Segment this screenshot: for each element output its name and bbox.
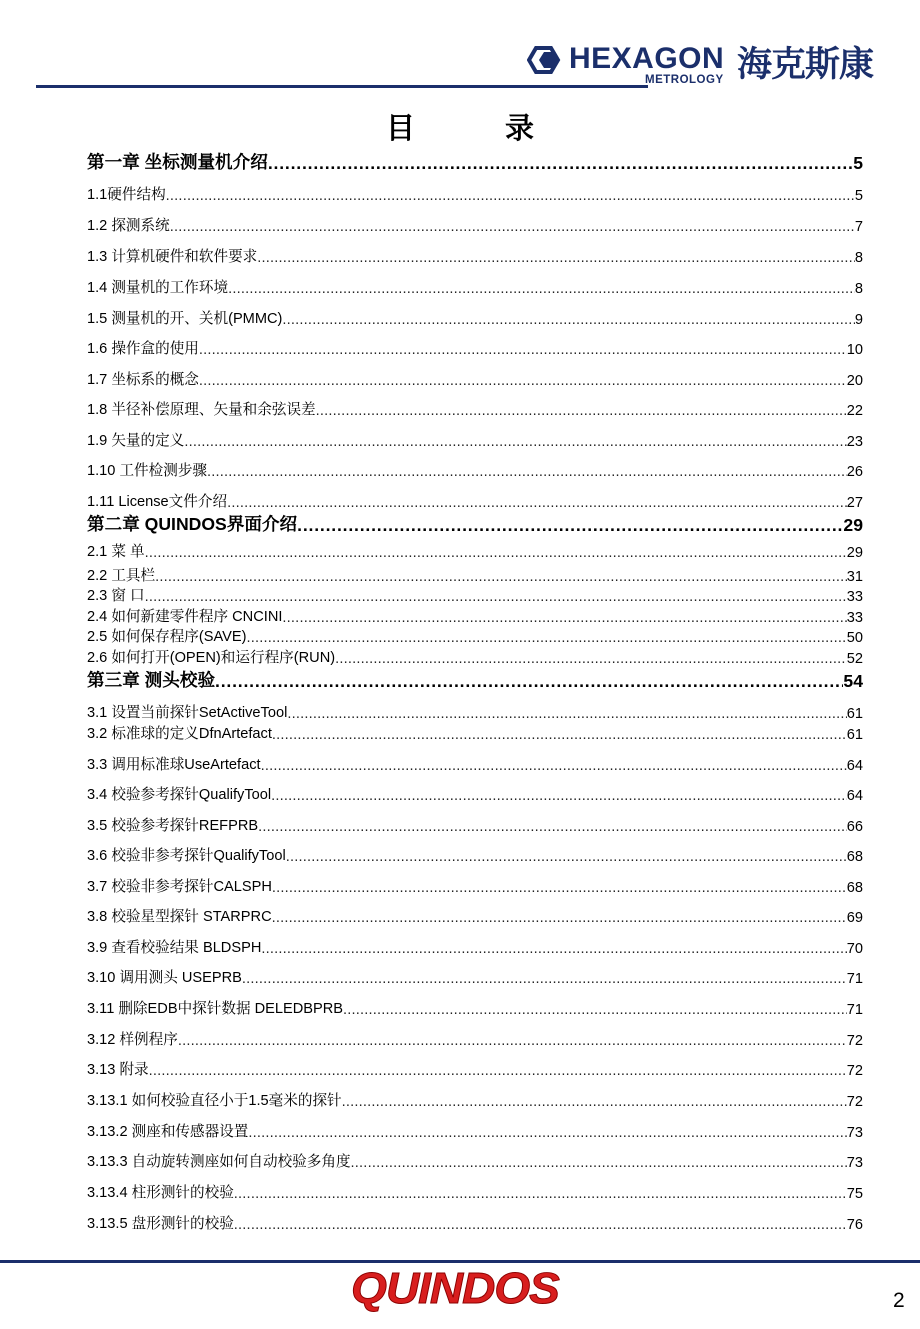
toc-entry-label: 第一章 坐标测量机介绍 [87,152,268,172]
toc-entry-label: 1.4 测量机的工作环境 [87,280,229,296]
toc-entry-label: 1.5 测量机的开、关机(PMMC) [87,311,283,327]
toc-entry[interactable] [87,539,863,561]
toc-entry-page: 73 [846,1125,863,1141]
toc-entry-label: 1.9 矢量的定义 [87,433,185,449]
toc-entry[interactable] [87,213,863,235]
toc-entry[interactable] [87,996,863,1018]
toc-leader-dots [170,219,855,235]
toc-leader-dots [234,1217,847,1233]
toc-leader-dots [242,971,847,987]
toc-entry-page: 20 [846,373,863,389]
toc-leader-dots [268,153,853,174]
toc-entry-label: 1.11 License文件介绍 [87,494,228,510]
toc-entry-page: 64 [846,788,863,804]
toc-entry-label: 2.3 窗 口 [87,588,145,604]
toc-leader-dots [234,1186,847,1202]
toc-entry-label: 2.6 如何打开(OPEN)和运行程序(RUN) [87,650,336,666]
toc-entry[interactable] [87,458,863,480]
toc-leader-dots [343,1002,847,1018]
toc-entry-page: 71 [846,971,863,987]
toc-leader-dots [207,464,847,480]
toc-entry[interactable] [87,583,863,605]
toc-entry[interactable] [87,1027,863,1049]
toc-leader-dots [287,706,846,722]
toc-entry-label: 1.8 半径补偿原理、矢量和余弦误差 [87,402,316,418]
toc-leader-dots [261,758,847,774]
brand-name: HEXAGON [569,42,725,75]
toc-entry[interactable] [87,645,863,667]
toc-entry[interactable] [87,336,863,358]
toc-entry[interactable] [87,813,863,835]
hexagon-logo [527,44,877,94]
toc-entry-page: 27 [846,495,863,511]
toc-leader-dots [248,1125,846,1141]
toc-leader-dots [272,880,847,896]
toc-entry[interactable] [87,874,863,896]
toc-chapter-entry[interactable] [87,150,863,174]
toc-entry[interactable] [87,965,863,987]
toc-entry-label: 2.1 菜 单 [87,544,145,560]
toc-entry-label: 1.1硬件结构 [87,187,166,203]
toc-entry[interactable] [87,489,863,511]
toc-leader-dots [272,727,847,743]
toc-entry[interactable] [87,306,863,328]
toc-entry-label: 3.13.4 柱形测针的校验 [87,1185,234,1201]
toc-entry[interactable] [87,935,863,957]
toc-entry[interactable] [87,563,863,585]
toc-entry-page: 9 [854,312,863,328]
toc-entry-label: 3.13.1 如何校验直径小于1.5毫米的探针 [87,1093,342,1109]
toc-entry-label: 2.5 如何保存程序(SAVE) [87,629,247,645]
toc-entry-label: 3.13.3 自动旋转测座如何自动校验多角度 [87,1154,351,1170]
toc-leader-dots [228,281,855,297]
toc-leader-dots [258,819,847,835]
toc-leader-dots [184,434,846,450]
toc-entry-page: 10 [846,342,863,358]
toc-entry-page: 8 [854,281,863,297]
toc-entry-page: 31 [846,569,863,585]
toc-entry-label: 3.4 校验参考探针QualifyTool [87,787,272,803]
toc-entry[interactable] [87,843,863,865]
toc-leader-dots [335,651,847,667]
toc-entry[interactable] [87,1149,863,1171]
toc-entry-label: 1.6 操作盒的使用 [87,341,199,357]
toc-entry-label: 3.2 标准球的定义DfnArtefact [87,726,272,742]
toc-entry-label: 3.8 校验星型探针 STARPRC [87,909,272,925]
title-right: 录 [505,111,535,145]
toc-leader-dots [145,545,847,561]
toc-entry-page: 68 [846,849,863,865]
toc-entry-label: 3.13.5 盘形测针的校验 [87,1216,234,1232]
toc-entry[interactable] [87,721,863,743]
toc-leader-dots [145,589,847,605]
toc-entry-label: 1.10 工件检测步骤 [87,463,208,479]
toc-entry-page: 61 [846,727,863,743]
toc-entry-page: 5 [853,153,863,173]
toc-entry-page: 8 [854,250,863,266]
toc-entry-label: 3.13 附录 [87,1062,149,1078]
toc-entry-label: 3.11 删除EDB中探针数据 DELEDBPRB [87,1001,343,1017]
toc-entry[interactable] [87,1119,863,1141]
toc-entry-page: 50 [846,630,863,646]
toc-entry-label: 1.3 计算机硬件和软件要求 [87,249,258,265]
toc-entry-label: 1.2 探测系统 [87,218,170,234]
toc-entry-page: 70 [846,941,863,957]
toc-entry[interactable] [87,1211,863,1233]
toc-entry-page: 22 [846,403,863,419]
toc-leader-dots [215,671,843,692]
toc-entry[interactable] [87,782,863,804]
toc-entry[interactable] [87,624,863,646]
toc-leader-dots [178,1033,847,1049]
toc-entry[interactable] [87,604,863,626]
toc-entry-page: 68 [846,880,863,896]
toc-entry[interactable] [87,428,863,450]
toc-leader-dots [316,403,847,419]
toc-entry-label: 3.13.2 测座和传感器设置 [87,1124,249,1140]
toc-leader-dots [199,373,847,389]
toc-entry-page: 29 [843,515,863,535]
footer-rule [0,1260,920,1263]
title-left: 目 [385,111,415,145]
toc-entry-label: 第二章 QUINDOS界面介绍 [87,514,298,534]
quindos-logo-text: QUINDOS [351,1264,559,1313]
toc-leader-dots [282,312,854,328]
toc-leader-dots [286,849,847,865]
toc-entry-page: 29 [846,545,863,561]
toc-entry-page: 73 [846,1155,863,1171]
brand-sub: METROLOGY [645,74,724,86]
toc-entry-label: 3.7 校验非参考探针CALSPH [87,879,272,895]
toc-entry-label: 1.7 坐标系的概念 [87,372,199,388]
toc-entry-label: 2.4 如何新建零件程序 CNCINI [87,609,283,625]
toc-entry[interactable] [87,904,863,926]
toc-entry-page: 72 [846,1094,863,1110]
toc-entry[interactable] [87,1057,863,1079]
toc-entry-label: 第三章 测头校验 [87,670,216,690]
toc-entry[interactable] [87,700,863,722]
toc-entry-label: 3.1 设置当前探针SetActiveTool [87,705,288,721]
toc-entry-page: 33 [846,610,863,626]
toc-entry-label: 3.5 校验参考探针REFPRB [87,818,259,834]
toc-entry-page: 7 [854,219,863,235]
toc-entry[interactable] [87,752,863,774]
toc-entry-label: 3.10 调用测头 USEPRB [87,970,242,986]
toc-entry[interactable] [87,182,863,204]
toc-leader-dots [271,788,847,804]
toc-leader-dots [246,630,846,646]
quindos-logo [316,1264,594,1316]
toc-entry[interactable] [87,397,863,419]
toc-leader-dots [149,1063,847,1079]
toc-entry-page: 75 [846,1186,863,1202]
toc-entry-page: 71 [846,1002,863,1018]
toc-entry-page: 33 [846,589,863,605]
toc-entry-label: 3.12 样例程序 [87,1032,178,1048]
toc-entry-page: 23 [846,434,863,450]
toc-chapter-entry[interactable] [87,668,863,692]
toc-entry-label: 2.2 工具栏 [87,568,156,584]
toc-leader-dots [261,941,846,957]
toc-chapter-entry[interactable] [87,512,863,536]
toc-leader-dots [297,515,843,536]
page-number: 2 [893,1289,905,1312]
hexagon-mark-icon [527,46,565,74]
toc-entry-page: 69 [846,910,863,926]
toc-leader-dots [199,342,847,358]
toc-entry-page: 76 [846,1217,863,1233]
toc-entry-page: 72 [846,1063,863,1079]
toc-entry[interactable] [87,367,863,389]
toc-entry-label: 3.9 查看校验结果 BLDSPH [87,940,262,956]
toc-entry-label: 3.3 调用标准球UseArtefact [87,757,261,773]
toc-entry[interactable] [87,244,863,266]
toc-entry-page: 64 [846,758,863,774]
toc-leader-dots [342,1094,847,1110]
toc-leader-dots [272,910,847,926]
toc-leader-dots [166,188,855,204]
toc-entry-label: 3.6 校验非参考探针QualifyTool [87,848,286,864]
toc-entry-page: 66 [846,819,863,835]
toc-leader-dots [351,1155,847,1171]
toc-entry-page: 61 [846,706,863,722]
toc-entry-page: 5 [854,188,863,204]
toc-entry[interactable] [87,275,863,297]
page-title [0,106,920,147]
toc-leader-dots [257,250,855,266]
brand-cn: 海克斯康 [737,45,874,85]
toc-entry[interactable] [87,1180,863,1202]
toc-entry-page: 26 [846,464,863,480]
toc-entry[interactable] [87,1088,863,1110]
toc-leader-dots [227,495,847,511]
toc-entry-page: 54 [843,671,863,691]
toc-entry-page: 52 [846,651,863,667]
toc-entry-page: 72 [846,1033,863,1049]
